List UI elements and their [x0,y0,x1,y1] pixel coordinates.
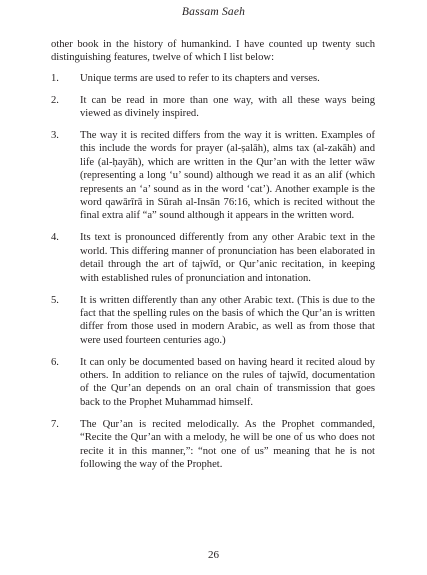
list-item [51,356,375,410]
list-item-text: The way it is recited differs from the way it is written. Examples of this include the words for prayer (al-ṣalāh), alms tax (al-zakāh) and life (al-ḥayāh), which are written in the Qur’an with the letter wāw (representing a long ‘u’ sound) although we read it as an alif (which represents an ‘a’ sound as in the word ‘cat’). Another example is the word qawārīrā in Sūrah al-Insān 76:16, which is recited without the final extra alif “a” sound although it appears in the written word. [80,130,375,222]
list-item-text: It can only be documented based on having heard it recited aloud by others. In addition to reliance on the rules of tajwīd, documentation of the Qur’an depends on an oral chain of transmission that goes back to the Prophet Muhammad himself. [80,356,375,408]
page-number: 26 [208,549,219,561]
list-item-text: It is written differently than any other Arabic text. (This is due to the fact that the spelling rules on the basis of which the Qur’an is written differ from those used in modern Arabic, as well as from those that were used fourteen centuries ago.) [80,294,375,346]
page-body [51,38,375,480]
list-item-text: Its text is pronounced differently from any other Arabic text in the world. This differing manner of pronunciation has been elaborated in detail through the art of tajwīd, or Qur’anic recitation, in keeping with established rules of pronunciation and intonation. [80,232,375,284]
list-item [51,94,375,121]
list-item-number: 2. [51,94,59,106]
list-item [51,72,375,85]
list-item-number: 1. [51,72,59,84]
list-item-number: 6. [51,356,59,368]
list-item-text: Unique terms are used to refer to its chapters and verses. [80,72,320,84]
list-item [51,418,375,472]
list-item-number: 5. [51,294,59,306]
list-item-text: It can be read in more than one way, with all these ways being viewed as divinely inspired. [80,94,375,120]
list-item [51,294,375,348]
running-header: Bassam Saeh [181,6,246,18]
intro-paragraph: other book in the history of humankind. I have counted up twenty such distinguishing features, twelve of which I list below: [51,39,375,64]
list-item-number: 3. [51,130,59,142]
list-item [51,231,375,285]
list-item-text: The Qur’an is recited melodically. As the Prophet commanded, “Recite the Qur’an with a melody, he will be one of us who does not recite it in this manner,”: “not one of us” meaning that he is not following the way of the Prophet. [80,418,375,470]
list-item-number: 7. [51,418,59,430]
list-item [51,129,375,223]
list-item-number: 4. [51,232,59,244]
